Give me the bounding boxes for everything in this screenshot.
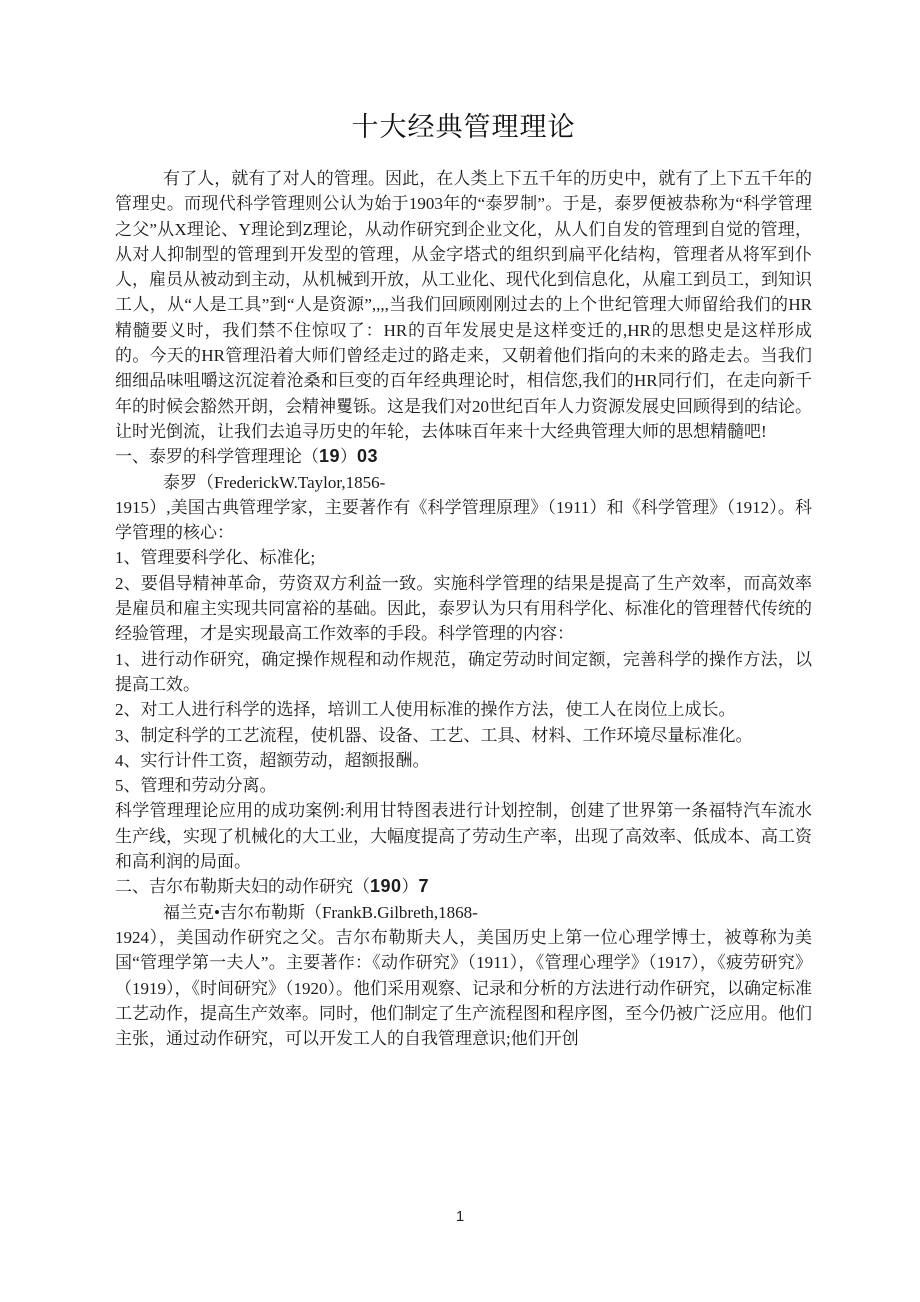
taylor-name-line: 泰罗（FrederickW.Taylor,1856-	[163, 472, 386, 492]
core-principle-item-1: 1、管理要科学化、标准化;	[115, 548, 316, 568]
taylor-bio-text: 1915）,美国古典管理学家，主要著作有《科学管理原理》（1911）和《科学管理》（1912）。科学管理的核心：	[115, 497, 812, 543]
document-title: 十大经典管理理论	[351, 112, 576, 142]
gilbreth-name-line: 福兰克•吉尔布勒斯（FrankB.Gilbreth,1868-	[163, 902, 478, 922]
section-1-heading-number-1: 19	[319, 446, 341, 467]
section-2-heading	[115, 874, 812, 899]
management-content-item-2: 2、对工人进行科学的选择，培训工人使用标准的操作方法，使工人在岗位上成长。	[115, 700, 736, 720]
management-content-item-3: 3、制定科学的工艺流程，使机器、设备、工艺、工具、材料、工作环境尽量标准化。	[115, 725, 753, 745]
section-2-heading-text: 二、吉尔布勒斯夫妇的动作研究（	[115, 877, 370, 897]
section-1-heading-text: 一、泰罗的科学管理理论（	[115, 447, 319, 467]
core-principle-item-2: 2、要倡导精神革命，劳资双方利益一致。实施科学管理的结果是提高了生产效率，而高效率是雇员和雇主实现共同富裕的基础。因此，泰罗认为只有用科学化、标准化的管理替代传统的经验管理，才是实现最高工作效率的手段。科学管理的内容：	[115, 573, 812, 644]
management-content-item-1: 1、进行动作研究，确定操作规程和动作规范，确定劳动时间定额，完善科学的操作方法，以提高工效。	[115, 649, 812, 694]
page-number: 1	[455, 1208, 465, 1225]
gilbreth-bio-paragraph	[115, 900, 812, 1052]
case-study-paragraph: 科学管理理论应用的成功案例:利用甘特图表进行计划控制，创建了世界第一条福特汽车流水生产线，实现了机械化的大工业，大幅度提高了劳动生产率，出现了高效率、低成本、高工资和高利润的局面。	[115, 801, 812, 872]
section-2-heading-number-2: 7	[418, 876, 430, 897]
management-content-item-5: 5、管理和劳动分离。	[115, 776, 277, 796]
section-1-heading-paren: ）	[340, 447, 358, 467]
taylor-bio-paragraph	[115, 470, 812, 546]
gilbreth-bio-text: 1924），美国动作研究之父。吉尔布勒斯夫人，美国历史上第一位心理学博士，被尊称为美国“管理学第一夫人”。主要著作：《动作研究》（1911），《管理心理学》（1917），《疲劳研究》（1919），《时间研究》（1920）。他们采用观察、记录和分析的方法进行动作研究，以确定标准工艺动作，提高生产效率。同时，他们制定了生产流程图和程序图，至今仍被广泛应用。他们主张，通过动作研究，可以开发工人的自我管理意识;他们开创	[115, 927, 812, 1049]
management-content-item-4: 4、实行计件工资，超额劳动，超额报酬。	[115, 750, 430, 770]
section-1-heading-number-2: 03	[357, 446, 379, 467]
section-2-heading-paren: ）	[401, 877, 419, 897]
intro-paragraph: 有了人，就有了对人的管理。因此，在人类上下五千年的历史中，就有了上下五千年的管理史。而现代科学管理则公认为始于1903年的“泰罗制”。于是，泰罗便被恭称为“科学管理之父”从X理论、Y理论到Z理论，从动作研究到企业文化，从人们自发的管理到自觉的管理，从对人抑制型的管理到开发型的管理，从金字塔式的组织到扁平化结构，管理者从将军到仆人，雇员从被动到主动，从机械到开放，从工业化、现代化到信息化，从雇工到员工，到知识工人，从“人是工具”到“人是资源”,,,,当我们回顾刚刚过去的上个世纪管理大师留给我们的HR精髓要义时，我们禁不住惊叹了：HR的百年发展史是这样变迁的,HR的思想史是这样形成的。今天的HR管理沿着大师们曾经走过的路走来，又朝着他们指向的未来的路走去。当我们细细品味咀嚼这沉淀着沧桑和巨变的百年经典理论时，相信您,我们的HR同行们，在走向新千年的时候会豁然开朗，会精神矍铄。这是我们对20世纪百年人力资源发展史回顾得到的结论。让时光倒流，让我们去追寻历史的年轮，去体味百年来十大经典管理大师的思想精髓吧!	[115, 169, 812, 441]
section-1-heading	[115, 444, 812, 469]
document-body	[115, 110, 812, 1051]
section-2-heading-number-1: 190	[370, 876, 402, 897]
